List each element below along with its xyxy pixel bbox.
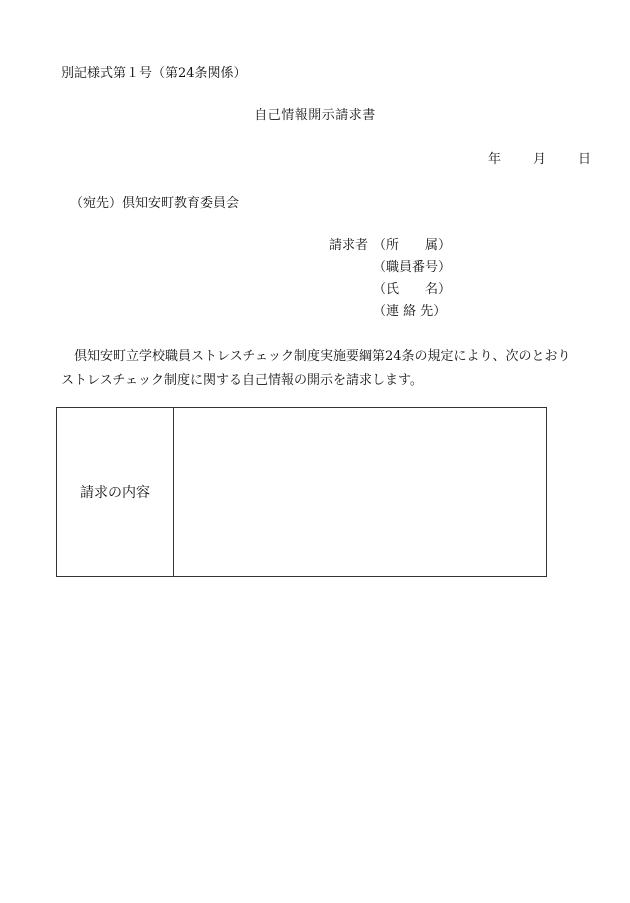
recipient: （宛先）倶知安町教育委員会: [70, 196, 240, 211]
request-content-label: 請求の内容: [57, 408, 174, 577]
request-table: [56, 407, 547, 577]
body-text: [61, 345, 586, 393]
requester-label: 請求者: [329, 238, 369, 253]
request-content-field[interactable]: [174, 408, 547, 577]
date-day: 日: [578, 152, 592, 167]
date-year: 年: [488, 152, 502, 167]
document-title: 自己情報開示請求書: [254, 108, 376, 123]
body-text-line-2: ストレスチェック制度に関する自己情報の開示を請求します。: [61, 373, 423, 388]
form-number: 別記様式第１号（第24条関係）: [61, 66, 247, 81]
date-line: [488, 153, 591, 166]
requester-field-employee-number: （職員番号）: [373, 260, 452, 275]
requester-field-contact: （連 絡 先）: [373, 304, 447, 319]
table-row: [57, 408, 547, 577]
body-text-line-1: 倶知安町立学校職員ストレスチェック制度実施要綱第24条の規定により、次のとおり: [74, 349, 571, 364]
requester-field-name: （氏 名）: [373, 282, 452, 297]
requester-field-affiliation: （所 属）: [373, 238, 452, 253]
date-month: 月: [533, 152, 547, 167]
